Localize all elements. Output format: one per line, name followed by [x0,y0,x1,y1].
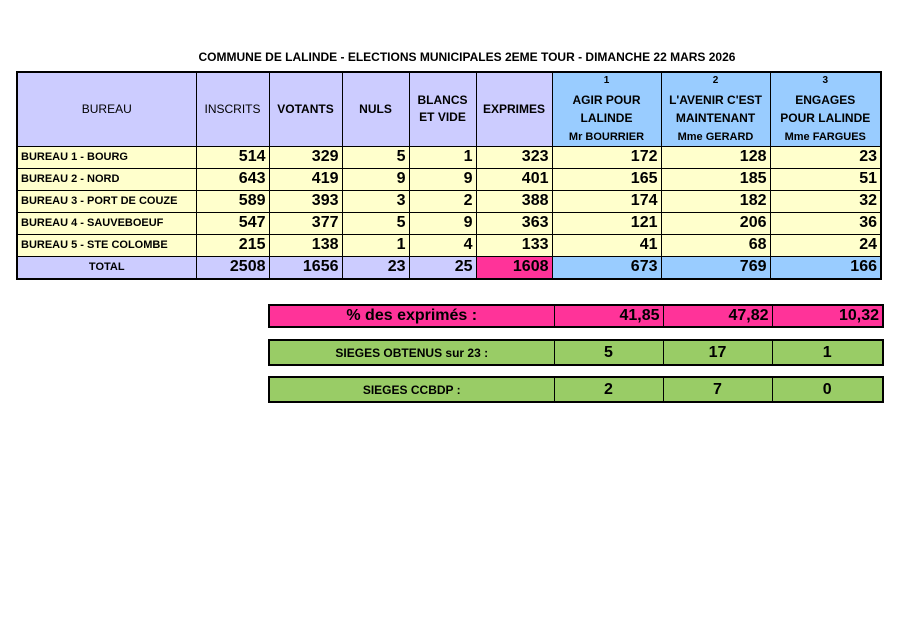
exprimes-cell: 388 [476,190,552,212]
ccbdp-seats-candidate-2: 7 [663,377,772,402]
seats-candidate-3: 1 [772,340,883,365]
page-title: COMMUNE DE LALINDE - ELECTIONS MUNICIPALES 2EME TOUR - DIMANCHE 22 MARS 2026 [198,50,736,64]
table-row [17,190,881,212]
total-candidate-3: 166 [770,256,881,279]
nuls-cell: 1 [342,234,409,256]
candidate-list-name-line2: MAINTENANT [675,111,756,126]
candidate-2-cell: 128 [661,146,770,168]
candidate-list-name-line1: ENGAGES [795,93,856,108]
total-label: TOTAL [17,256,196,279]
total-votants: 1656 [269,256,342,279]
candidate-list-name-line1: L'AVENIR C'EST [669,93,762,108]
blancs-cell: 9 [409,168,476,190]
results-table [16,71,882,280]
exprimes-cell: 363 [476,212,552,234]
candidate-list-name-line2: POUR LALINDE [780,111,871,126]
header-candidate-2 [661,72,770,146]
votants-cell: 329 [269,146,342,168]
blancs-cell: 4 [409,234,476,256]
seats-table [268,339,884,366]
ccbdp-seats-label: SIEGES CCBDP : [269,377,554,402]
header-exprimes: EXPRIMES [476,72,552,146]
bureau-name: BUREAU 1 - BOURG [17,146,196,168]
votants-cell: 419 [269,168,342,190]
blancs-cell: 2 [409,190,476,212]
table-row [17,146,881,168]
header-blancs-line2: ET VIDE [419,110,466,125]
inscrits-cell: 589 [196,190,269,212]
candidate-3-cell: 36 [770,212,881,234]
total-candidate-1: 673 [552,256,661,279]
candidate-number: 2 [712,75,719,87]
ccbdp-seats-row [269,377,883,402]
candidate-3-cell: 23 [770,146,881,168]
candidate-2-cell: 206 [661,212,770,234]
nuls-cell: 5 [342,146,409,168]
ccbdp-seats-table [268,376,884,403]
candidate-1-cell: 41 [552,234,661,256]
total-candidate-2: 769 [661,256,770,279]
total-exprimes: 1608 [476,256,552,279]
candidate-2-cell: 68 [661,234,770,256]
votants-cell: 377 [269,212,342,234]
seats-row [269,340,883,365]
candidate-1-cell: 121 [552,212,661,234]
bureau-name: BUREAU 5 - STE COLOMBE [17,234,196,256]
candidate-1-cell: 172 [552,146,661,168]
candidate-2-cell: 182 [661,190,770,212]
header-candidate-1 [552,72,661,146]
ccbdp-seats-candidate-3: 0 [772,377,883,402]
candidate-head: Mme GERARD [677,131,754,144]
candidate-list-name-line1: AGIR POUR [572,93,641,108]
header-candidate-3 [770,72,881,146]
table-row [17,212,881,234]
bureau-name: BUREAU 4 - SAUVEBOEUF [17,212,196,234]
header-nuls: NULS [342,72,409,146]
table-row [17,168,881,190]
inscrits-cell: 514 [196,146,269,168]
percentage-row [269,305,883,327]
total-row [17,256,881,279]
exprimes-cell: 401 [476,168,552,190]
candidate-1-cell: 165 [552,168,661,190]
header-blancs [409,72,476,146]
percentage-candidate-1: 41,85 [554,305,663,327]
candidate-number: 3 [822,75,829,87]
table-row [17,234,881,256]
votants-cell: 138 [269,234,342,256]
candidate-2-cell: 185 [661,168,770,190]
candidate-1-cell: 174 [552,190,661,212]
candidate-head: Mme FARGUES [784,131,866,144]
blancs-cell: 1 [409,146,476,168]
header-blancs-line1: BLANCS [417,93,468,108]
candidate-3-cell: 32 [770,190,881,212]
percentage-label: % des exprimés : [269,305,554,327]
inscrits-cell: 643 [196,168,269,190]
header-votants: VOTANTS [269,72,342,146]
bureau-name: BUREAU 2 - NORD [17,168,196,190]
header-bureau: BUREAU [17,72,196,146]
exprimes-cell: 323 [476,146,552,168]
votants-cell: 393 [269,190,342,212]
blancs-cell: 9 [409,212,476,234]
header-inscrits: INSCRITS [196,72,269,146]
candidate-list-name-line2: LALINDE [580,111,633,126]
seats-label: SIEGES OBTENUS sur 23 : [269,340,554,365]
candidate-number: 1 [603,75,610,87]
percentage-candidate-3: 10,32 [772,305,883,327]
candidate-head: Mr BOURRIER [568,131,645,144]
nuls-cell: 5 [342,212,409,234]
nuls-cell: 9 [342,168,409,190]
seats-candidate-1: 5 [554,340,663,365]
total-nuls: 23 [342,256,409,279]
bureau-name: BUREAU 3 - PORT DE COUZE [17,190,196,212]
seats-candidate-2: 17 [663,340,772,365]
percentage-candidate-2: 47,82 [663,305,772,327]
inscrits-cell: 215 [196,234,269,256]
header-row [17,72,881,146]
nuls-cell: 3 [342,190,409,212]
candidate-3-cell: 51 [770,168,881,190]
ccbdp-seats-candidate-1: 2 [554,377,663,402]
total-inscrits: 2508 [196,256,269,279]
percentage-table [268,304,884,328]
candidate-3-cell: 24 [770,234,881,256]
inscrits-cell: 547 [196,212,269,234]
total-blancs: 25 [409,256,476,279]
exprimes-cell: 133 [476,234,552,256]
